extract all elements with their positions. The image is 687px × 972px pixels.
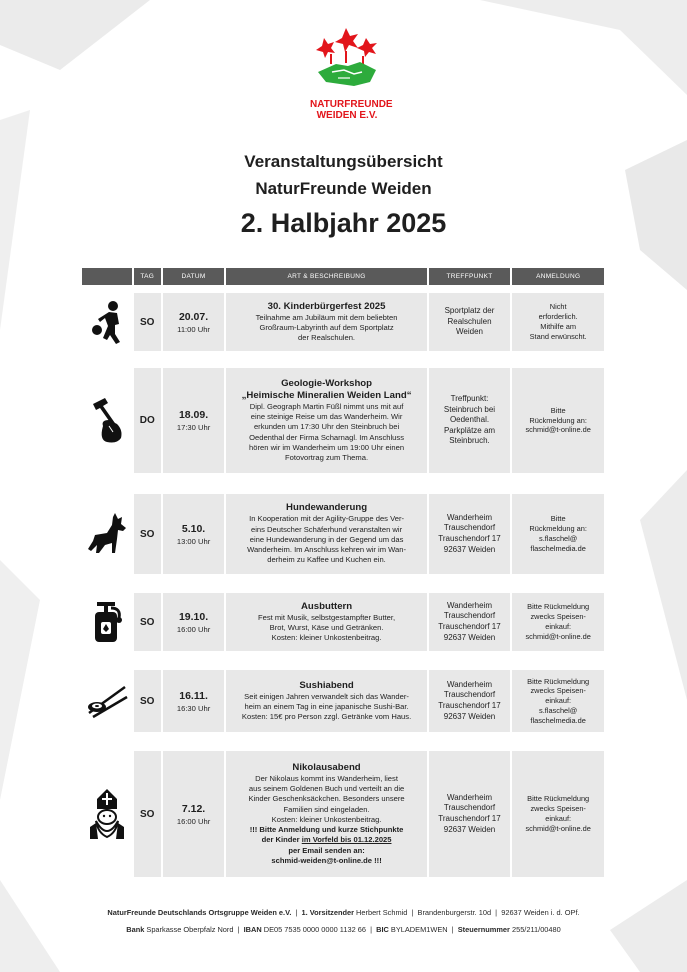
event-description-cell: [226, 593, 426, 651]
table-row: [82, 751, 604, 877]
header-blank: [82, 268, 132, 285]
event-title: Nikolausabend: [292, 762, 361, 774]
treff-line: Wanderheim: [446, 679, 493, 689]
event-desc-line: Großraum-Labyrinth auf dem Sportplatz: [259, 322, 394, 332]
treff-line: Weiden: [456, 327, 483, 337]
anm-line: Nicht: [549, 302, 567, 312]
anm-line: Stand erwünscht.: [529, 331, 587, 341]
anm-line: zwecks Speisen-: [530, 686, 586, 696]
event-day: SO: [134, 670, 161, 732]
treff-line: Realschulen: [447, 316, 492, 326]
event-day: DO: [134, 368, 161, 473]
event-time: 16:00 Uhr: [176, 624, 211, 634]
anm-line: schmid@t-online.de: [525, 823, 591, 833]
treff-line: 92637 Weiden: [443, 632, 496, 642]
table-row: [82, 593, 604, 651]
treff-line: 92637 Weiden: [443, 711, 496, 721]
event-desc-line: Kosten: kleiner Unkostenbeitrag.: [271, 633, 382, 643]
sushi-chopsticks-icon: [82, 670, 132, 732]
event-date-cell: [163, 593, 225, 651]
table-row: [82, 368, 604, 473]
event-day: SO: [134, 751, 161, 877]
event-desc-line: Teilnahme am Jubiläum mit dem beliebten: [255, 312, 398, 322]
treff-line: Oedenthal.: [449, 415, 490, 425]
event-date-cell: [163, 751, 225, 877]
treff-line: Parkplätze am: [443, 425, 496, 435]
event-title: Geologie-Workshop: [281, 377, 373, 389]
event-time: 16:30 Uhr: [176, 703, 211, 713]
footer-bank: Sparkasse Oberpfalz Nord: [146, 925, 234, 934]
footer-tax: 255/211/00480: [511, 925, 561, 934]
event-desc-line: erkunden um 17:30 Uhr den Steinbruch bei: [253, 422, 400, 432]
event-desc-line: Wanderheim. Im Anschluss kehren wir im Wan-: [247, 545, 407, 555]
event-meeting-point: [429, 751, 511, 877]
event-desc-line: Dipl. Geograph Martin Füßl nimmt uns mit auf: [249, 401, 404, 411]
anm-line: s.flaschel@: [539, 534, 578, 543]
event-time: 17:30 Uhr: [176, 423, 211, 432]
treff-line: Sportplatz der: [444, 306, 495, 316]
anm-line: einkauf:: [545, 814, 572, 823]
event-desc-line: eine Hundewanderung in der Gegend um das: [249, 534, 404, 544]
anm-line: Bitte: [550, 514, 566, 524]
footer-bic: BYLADEM1WEN: [390, 925, 448, 934]
treff-line: Trauschendorf 17: [438, 622, 501, 631]
event-date-cell: [163, 368, 225, 473]
event-registration: [512, 494, 604, 574]
treff-line: Trauschendorf: [443, 803, 496, 813]
anm-line: zwecks Speisen-: [530, 804, 586, 814]
anm-line: zwecks Speisen-: [530, 612, 586, 622]
event-date: 20.07.: [178, 310, 209, 323]
butter-churn-icon: [82, 593, 132, 651]
event-subtitle: „Heimische Mineralien Weiden Land“: [241, 389, 412, 401]
page-title-line-1: Veranstaltungsübersicht: [244, 152, 443, 171]
event-desc-line: eins Deutscher Schäferhund veranstalten wir: [250, 524, 403, 534]
footer-iban-label: IBAN: [243, 925, 262, 934]
anm-line: Rückmeldung an:: [529, 524, 587, 534]
treff-line: Wanderheim: [446, 512, 493, 522]
footer-bank-label: Bank: [126, 925, 145, 934]
treff-line: Steinbruch bei: [443, 404, 496, 414]
event-description-cell: [226, 368, 426, 473]
treff-line: 92637 Weiden: [443, 544, 496, 554]
header-art: ART & BESCHREIBUNG: [226, 268, 426, 285]
anm-line: schmid@t-online.de: [525, 631, 591, 641]
treff-line: Trauschendorf 17: [438, 814, 501, 823]
event-description-cell: [226, 670, 426, 732]
hammer-rocks-icon: [82, 368, 132, 473]
event-desc-line: In Kooperation mit der Agility-Gruppe des Ver-: [249, 514, 405, 524]
event-note: per Email senden an:: [288, 845, 365, 855]
event-desc-line: Familien sind eingeladen.: [283, 804, 370, 814]
event-desc-line: Kosten: kleiner Unkostenbeitrag.: [271, 814, 382, 824]
page-title-period: 2. Halbjahr 2025: [240, 208, 447, 238]
treff-line: Wanderheim: [446, 792, 493, 802]
event-day: SO: [134, 293, 161, 351]
anm-line: Bitte Rückmeldung: [527, 602, 590, 612]
anm-line: Rückmeldung an:: [529, 415, 587, 425]
event-date-cell: [163, 293, 225, 351]
event-title: Sushiabend: [299, 679, 354, 691]
event-registration: [512, 670, 604, 732]
anm-line: flaschelmedia.de: [530, 543, 586, 553]
event-date-cell: [163, 670, 225, 732]
anm-line: schmid@t-online.de: [525, 425, 591, 435]
footer-street: Brandenburgerstr. 10d: [417, 908, 492, 917]
nikolaus-icon: [82, 751, 132, 877]
table-header: [82, 268, 604, 285]
event-registration: [512, 751, 604, 877]
event-desc-line: Brot, Wurst, Käse und Getränken.: [269, 622, 384, 632]
header-anmeldung: ANMELDUNG: [512, 268, 604, 285]
event-description-cell: [226, 293, 426, 351]
footer-org: NaturFreunde Deutschlands Ortsgruppe Weiden e.V.: [107, 908, 292, 917]
event-title: 30. Kinderbürgerfest 2025: [267, 300, 386, 312]
table-row: [82, 494, 604, 574]
treff-line: Trauschendorf 17: [438, 534, 501, 543]
note-text: der Kinder: [261, 835, 302, 845]
footer-line-1: NaturFreunde Deutschlands Ortsgruppe Weiden e.V. | 1. Vorsitzender Herbert Schmid | Brandenburgerstr. 10d | 92637 Weiden i. d. OPf.: [107, 908, 580, 917]
event-date: 19.10.: [178, 610, 209, 623]
anm-line: s.flaschel@: [539, 705, 578, 715]
event-note: !!! Bitte Anmeldung und kurze Stichpunkte: [249, 825, 404, 835]
treff-line: Trauschendorf 17: [438, 701, 501, 710]
event-day: SO: [134, 593, 161, 651]
naturfreunde-logo: [310, 24, 393, 134]
event-desc-line: Fotovortrag zum Thema.: [285, 452, 369, 462]
treff-line: 92637 Weiden: [443, 824, 496, 834]
event-desc-line: eine steinige Reise um das Wanderheim. Wir: [250, 412, 403, 422]
event-time: 13:00 Uhr: [176, 536, 211, 546]
logo-line-1: NATURFREUNDE: [310, 99, 393, 110]
event-date: 18.09.: [178, 409, 209, 421]
footer-chair: Herbert Schmid: [356, 908, 408, 917]
treff-line: Trauschendorf: [443, 611, 496, 621]
event-desc-line: Fest mit Musik, selbstgestampfter Butter,: [257, 612, 396, 622]
anm-line: Bitte Rückmeldung: [527, 794, 590, 804]
footer-tax-label: Steuernummer: [457, 925, 510, 934]
anm-line: flaschelmedia.de: [530, 715, 586, 725]
table-row: [82, 293, 604, 351]
page-title-line-2: NaturFreunde Weiden: [255, 179, 432, 198]
anm-line: Bitte: [550, 405, 566, 415]
event-note-deadline: [262, 835, 392, 845]
event-time: 11:00 Uhr: [177, 324, 210, 334]
note-deadline: im Vorfeld bis 01.12.2025: [301, 835, 392, 845]
treff-line: Trauschendorf: [443, 523, 496, 533]
event-note-email: schmid-weiden@t-online.de !!!: [271, 855, 382, 865]
event-description-cell: [226, 751, 426, 877]
treff-line: Trauschendorf: [443, 690, 496, 700]
anm-line: Bitte Rückmeldung: [527, 676, 590, 686]
event-meeting-point: [429, 293, 511, 351]
event-date-cell: [163, 494, 225, 574]
event-time: 16:00 Uhr: [176, 816, 211, 826]
anm-line: Mithilfe am: [540, 322, 577, 331]
event-title: Ausbuttern: [300, 600, 353, 612]
footer-city: 92637 Weiden i. d. OPf.: [501, 908, 580, 917]
treff-line: Steinbruch.: [449, 436, 490, 446]
flowers-handshake-icon: [310, 24, 384, 94]
treff-line: Treffpunkt:: [450, 394, 489, 404]
anm-line: erforderlich.: [538, 312, 578, 322]
event-desc-line: der Realschulen.: [298, 333, 356, 343]
event-registration: [512, 593, 604, 651]
soccer-player-icon: [82, 293, 132, 351]
footer-iban: DE05 7535 0000 0000 1132 66: [263, 925, 366, 934]
header-datum: DATUM: [163, 268, 225, 285]
event-date: 16.11.: [179, 689, 208, 702]
event-desc-line: aus seinem Goldenen Buch und verteilt an die: [248, 784, 405, 794]
event-meeting-point: [429, 494, 511, 574]
event-desc-line: Seit einigen Jahren verwandelt sich das Wander-: [244, 691, 409, 701]
event-meeting-point: [429, 593, 511, 651]
anm-line: einkauf:: [545, 696, 572, 706]
event-desc-line: Der Nikolaus kommt ins Wanderheim, liest: [255, 774, 398, 784]
logo-line-2: WEIDEN E.V.: [316, 110, 378, 121]
event-date: 5.10.: [181, 522, 206, 535]
event-desc-line: Kosten: 15€ pro Person zzgl. Getränke vom Haus.: [241, 712, 412, 722]
event-desc-line: Oedenthal der Firma Scharnagl. Im Anschluss: [249, 432, 404, 442]
treff-line: Wanderheim: [446, 600, 493, 610]
footer-bic-label: BIC: [376, 925, 389, 934]
event-desc-line: hören wir im Wanderheim um 19:00 Uhr einen: [249, 442, 405, 452]
footer-chair-label: 1. Vorsitzender: [301, 908, 354, 917]
event-registration: [512, 293, 604, 351]
header-tag: TAG: [134, 268, 161, 285]
event-meeting-point: [429, 670, 511, 732]
event-desc-line: derheim zu Kaffee und Kuchen ein.: [267, 555, 386, 565]
event-day: SO: [134, 494, 161, 574]
event-desc-line: Kinder Geschenksäckchen. Besonders unsere: [248, 794, 405, 804]
dog-icon: [82, 494, 132, 574]
event-title: Hundewanderung: [286, 502, 368, 514]
footer-line-2: Bank Sparkasse Oberpfalz Nord | IBAN DE05 7535 0000 0000 1132 66 | BIC BYLADEM1WEN | Steuernummer 255/211/00480: [126, 925, 561, 934]
event-meeting-point: [429, 368, 511, 473]
event-registration: [512, 368, 604, 473]
anm-line: einkauf:: [545, 622, 572, 631]
event-date: 7.12.: [181, 802, 206, 815]
event-desc-line: heim an einem Tag in eine japanische Sushi-Bar.: [244, 701, 409, 711]
header-treffpunkt: TREFFPUNKT: [429, 268, 511, 285]
event-description-cell: [226, 494, 426, 574]
table-row: [82, 670, 604, 732]
